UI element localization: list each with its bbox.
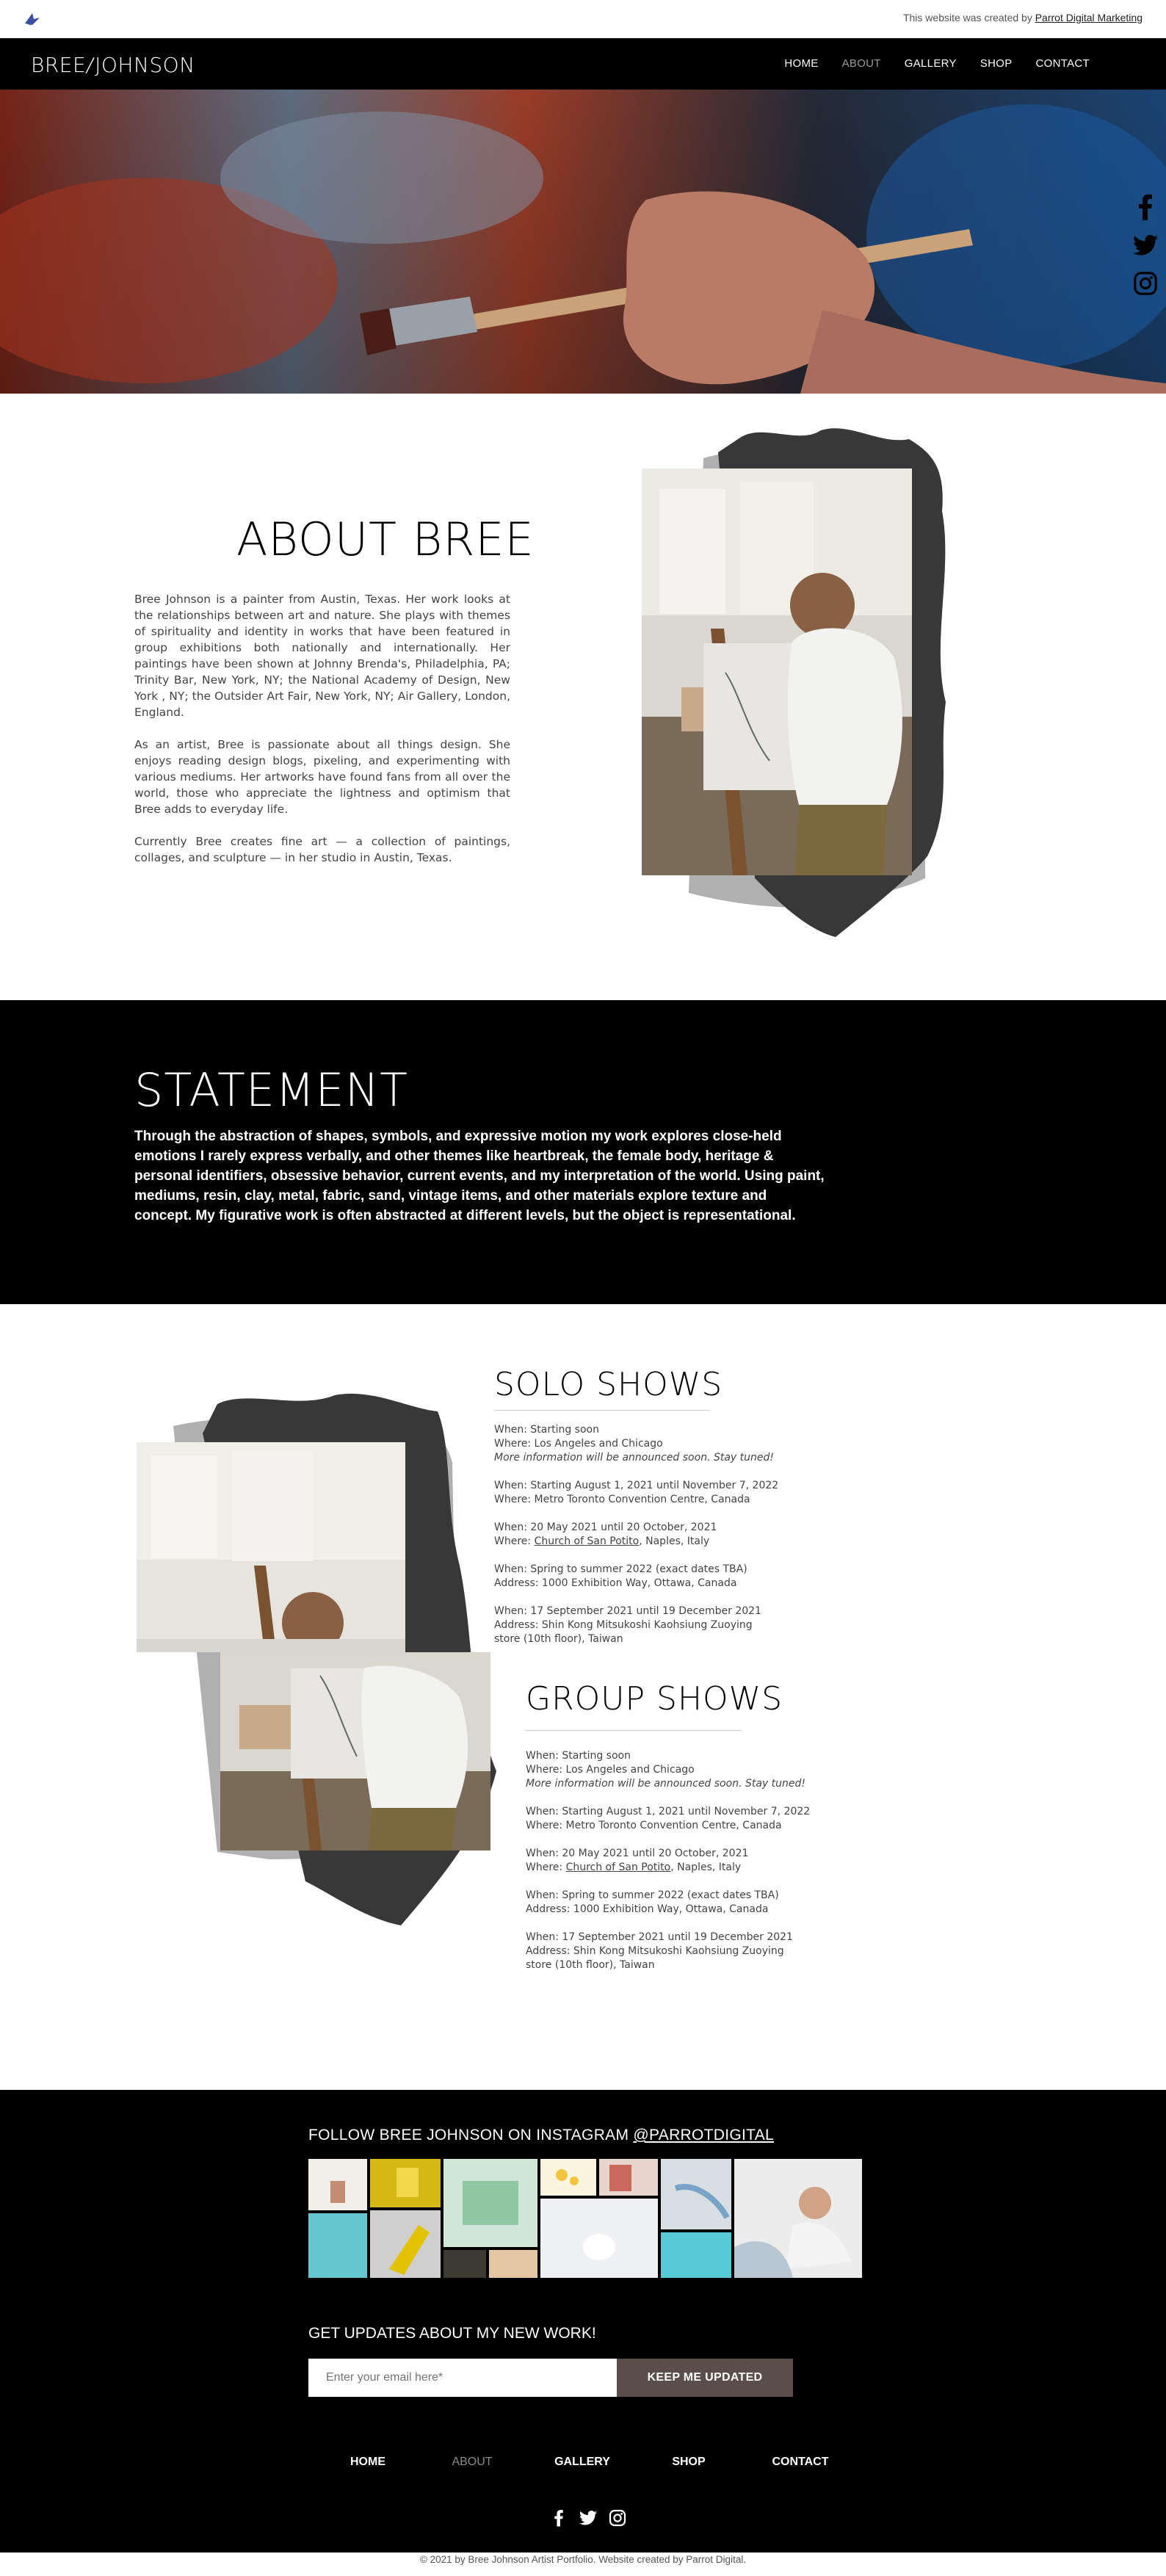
show-where — [526, 1861, 812, 1875]
nav-about[interactable]: ABOUT — [841, 57, 881, 70]
show-where-suffix: , Naples, Italy — [639, 1535, 710, 1547]
instagram-prefix: FOLLOW BREE JOHNSON ON INSTAGRAM — [308, 2127, 634, 2143]
nav-shop[interactable]: SHOP — [979, 57, 1013, 70]
show-when: When: 17 September 2021 until 19 December 2021 — [526, 1931, 793, 1943]
footer-nav-gallery[interactable]: GALLERY — [554, 2456, 610, 2468]
site-header — [0, 38, 1166, 90]
artist-studio-photo — [630, 423, 953, 944]
venue-link[interactable]: Church of San Potito — [534, 1535, 640, 1547]
show-where-prefix: Where: — [494, 1535, 535, 1547]
show-note: More information will be announced soon. Stay tuned! — [526, 1778, 806, 1790]
brand-last-name: JOHNSON — [95, 53, 195, 77]
email-input[interactable] — [308, 2359, 617, 2397]
facebook-icon[interactable] — [548, 2507, 570, 2529]
instagram-icon[interactable] — [606, 2507, 629, 2529]
side-social-bar — [1131, 192, 1160, 298]
show-where: Where: Los Angeles and Chicago — [494, 1438, 663, 1450]
show-when: When: Starting soon — [494, 1424, 599, 1436]
footer-social — [548, 2507, 629, 2529]
show-when: When: Spring to summer 2022 (exact dates TBA) — [526, 1889, 779, 1901]
show-entry — [494, 1423, 781, 1465]
footer-nav-shop[interactable]: SHOP — [672, 2456, 706, 2468]
show-address: Address: 1000 Exhibition Way, Ottawa, Canada — [494, 1577, 737, 1589]
show-note: More information will be announced soon. Stay tuned! — [494, 1452, 775, 1464]
hero-image — [0, 90, 1166, 394]
show-where-prefix: Where: — [526, 1862, 566, 1873]
show-when: When: Starting August 1, 2021 until November 7, 2022 — [494, 1480, 779, 1491]
solo-shows-divider — [494, 1410, 710, 1411]
updates-heading: GET UPDATES ABOUT MY NEW WORK! — [308, 2325, 596, 2342]
solo-shows-list — [494, 1423, 781, 1660]
credit-bar — [0, 0, 1166, 38]
show-entry — [494, 1521, 781, 1549]
footer-nav-about[interactable]: ABOUT — [452, 2456, 493, 2468]
show-entry — [494, 1604, 781, 1646]
brand-logo[interactable] — [31, 53, 195, 77]
parrot-digital-logo[interactable] — [22, 9, 73, 28]
credit-text — [903, 12, 1143, 23]
show-when: When: 20 May 2021 until 20 October, 2021 — [526, 1848, 749, 1859]
show-when: When: Starting soon — [526, 1750, 631, 1762]
about-title: ABOUT BREE — [236, 513, 535, 566]
statement-title: STATEMENT — [134, 1063, 408, 1117]
show-where: Where: Los Angeles and Chicago — [526, 1764, 695, 1776]
show-entry — [526, 1749, 812, 1791]
show-entry — [494, 1563, 781, 1591]
instagram-icon[interactable] — [1132, 269, 1159, 298]
brand-first-name: BREE — [31, 53, 87, 77]
show-when: When: Starting August 1, 2021 until November 7, 2022 — [526, 1806, 811, 1817]
about-paragraph: Bree Johnson is a painter from Austin, Texas. Her work looks at the relationships between art and nature. She plays with themes of spirituality and identity in works that have been featured in group exhibitions both nationally and internationally. Her paintings have been shown at Johnny Brenda's, Philadelphia, PA; Trinity Bar, New York, NY; the National Academy of Design, New York , NY; the Outsider Art Fair, New York, NY; Air Gallery, London, England. — [134, 593, 510, 719]
copyright-text: © 2021 by Bree Johnson Artist Portfolio. Website created by Parrot Digital. — [419, 2554, 747, 2565]
instagram-handle-link[interactable]: @PARROTDIGITAL — [633, 2127, 774, 2143]
statement-text: Through the abstraction of shapes, symbols, and expressive motion my work explores close-held emotions I rarely express verbally, and other themes like heartbreak, the female body, heritage & personal identifiers, obsessive behavior, current events, and my interpretation of the world. Using paint, mediums, resin, clay, metal, fabric, sand, vintage items, and other materials explore texture and concept. My figurative work is often abstracted at different levels, but the object is representational. — [134, 1129, 825, 1223]
show-when: When: Spring to summer 2022 (exact dates TBA) — [494, 1563, 747, 1575]
show-address: Address: 1000 Exhibition Way, Ottawa, Canada — [526, 1903, 769, 1915]
about-paragraph: Currently Bree creates fine art — a collection of paintings, collages, and sculpture — in her studio in Austin, Texas. — [134, 835, 510, 864]
facebook-icon[interactable] — [1132, 192, 1159, 222]
site-footer — [0, 2090, 1166, 2553]
credit-link[interactable]: Parrot Digital Marketing — [1035, 12, 1143, 23]
show-entry — [526, 1847, 812, 1875]
brand-slash: / — [84, 52, 96, 78]
show-when: When: 20 May 2021 until 20 October, 2021 — [494, 1522, 717, 1533]
show-where: Where: Metro Toronto Convention Centre, Canada — [494, 1494, 750, 1505]
instagram-feed[interactable] — [308, 2159, 862, 2278]
show-address: Address: Shin Kong Mitsukoshi Kaohsiung Zuoying store (10th floor), Taiwan — [494, 1619, 753, 1645]
main-nav — [761, 57, 1090, 70]
statement-section — [0, 1000, 1166, 1304]
twitter-icon[interactable] — [1132, 231, 1159, 260]
nav-contact[interactable]: CONTACT — [1035, 57, 1090, 70]
keep-me-updated-button[interactable]: KEEP ME UPDATED — [617, 2359, 793, 2397]
group-shows-title: GROUP SHOWS — [526, 1680, 783, 1718]
show-where-suffix: , Naples, Italy — [670, 1862, 742, 1873]
show-entry — [494, 1479, 781, 1507]
show-entry — [526, 1931, 812, 1972]
show-where — [494, 1535, 781, 1549]
about-paragraph: As an artist, Bree is passionate about all things design. She enjoys reading design blogs, pixeling, and experimenting with various mediums. Her artworks have found fans from all over the world, those who appreciate the lightness and optimism that Bree adds to everyday life. — [134, 738, 510, 816]
nav-home[interactable]: HOME — [784, 57, 819, 70]
show-entry — [526, 1889, 812, 1917]
show-where: Where: Metro Toronto Convention Centre, Canada — [526, 1820, 782, 1831]
about-text — [134, 591, 510, 882]
nav-gallery[interactable]: GALLERY — [904, 57, 957, 70]
group-shows-divider — [526, 1730, 742, 1731]
group-shows-list — [526, 1749, 812, 1986]
show-entry — [526, 1805, 812, 1833]
footer-nav-home[interactable]: HOME — [350, 2456, 385, 2468]
credit-prefix: This website was created by — [902, 12, 1035, 23]
footer-nav-contact[interactable]: CONTACT — [772, 2456, 829, 2468]
venue-link[interactable]: Church of San Potito — [565, 1862, 671, 1873]
show-address: Address: Shin Kong Mitsukoshi Kaohsiung Zuoying store (10th floor), Taiwan — [526, 1945, 784, 1971]
instagram-heading — [308, 2127, 774, 2144]
show-when: When: 17 September 2021 until 19 December 2021 — [494, 1605, 761, 1617]
solo-shows-title: SOLO SHOWS — [494, 1366, 723, 1403]
twitter-icon[interactable] — [577, 2507, 599, 2529]
shows-studio-photo — [129, 1389, 540, 1933]
